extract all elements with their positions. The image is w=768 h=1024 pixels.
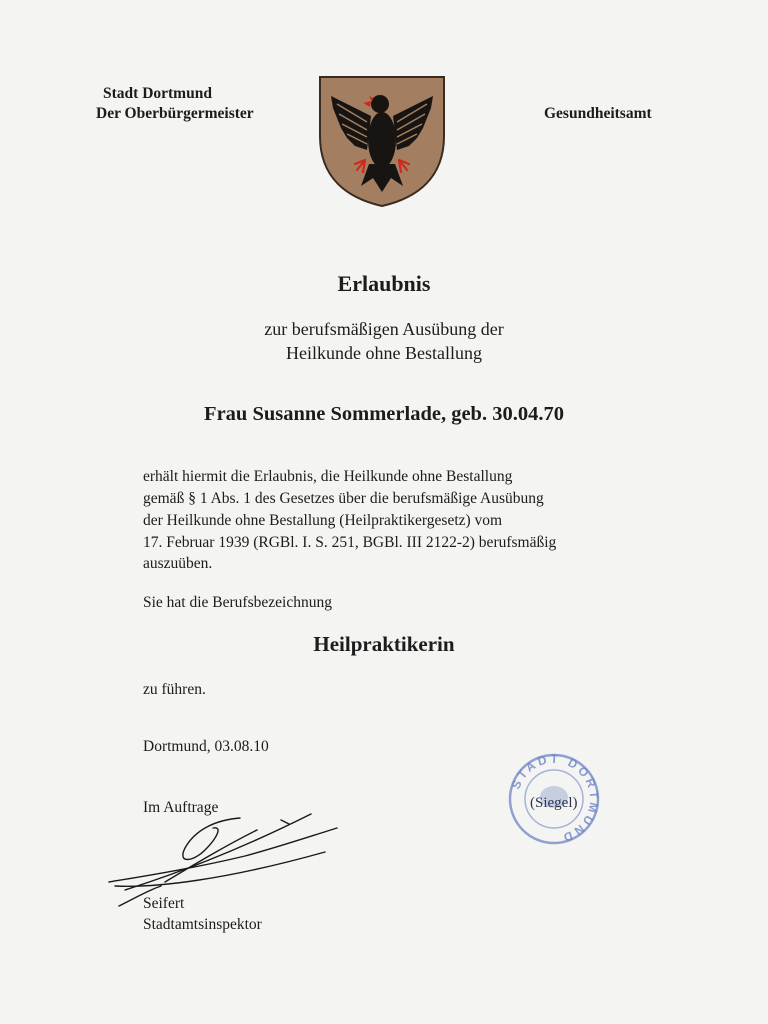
issuer-city: Stadt Dortmund — [103, 85, 212, 102]
body-line-5: auszuüben. — [143, 555, 213, 572]
issuer-department: Gesundheitsamt — [544, 105, 652, 122]
seal-label: (Siegel) — [530, 795, 578, 811]
place-date: Dortmund, 03.08.10 — [143, 738, 269, 755]
by-order-label: Im Auftrage — [143, 799, 219, 816]
profession-title: Heilpraktikerin — [313, 632, 455, 656]
recipient-name: Frau Susanne Sommerlade, geb. 30.04.70 — [204, 403, 564, 425]
eagle-coat-of-arms-icon — [317, 74, 447, 208]
subtitle-line-1: zur berufsmäßigen Ausübung der — [264, 319, 504, 339]
body-line-4: 17. Februar 1939 (RGBl. I. S. 251, BGBl. III 2122-2) berufsmäßig — [143, 534, 557, 551]
handwritten-signature — [105, 790, 345, 915]
signer-name: Seifert — [143, 895, 185, 912]
issuer-office: Der Oberbürgermeister — [96, 105, 254, 122]
document-title: Erlaubnis — [337, 271, 431, 296]
body-line-2: gemäß § 1 Abs. 1 des Gesetzes über die berufsmäßige Ausübung — [143, 490, 544, 507]
svg-text:STADT DORTMUND: STADT DORTMUND — [508, 751, 602, 846]
signer-role: Stadtamtsinspektor — [143, 916, 262, 933]
designation-intro: Sie hat die Berufsbezeichnung — [143, 594, 332, 611]
body-line-3: der Heilkunde ohne Bestallung (Heilpraktikergesetz) vom — [143, 512, 503, 529]
subtitle-line-2: Heilkunde ohne Bestallung — [286, 343, 482, 363]
designation-outro: zu führen. — [143, 681, 206, 698]
body-line-1: erhält hiermit die Erlaubnis, die Heilkunde ohne Bestallung — [143, 468, 513, 485]
